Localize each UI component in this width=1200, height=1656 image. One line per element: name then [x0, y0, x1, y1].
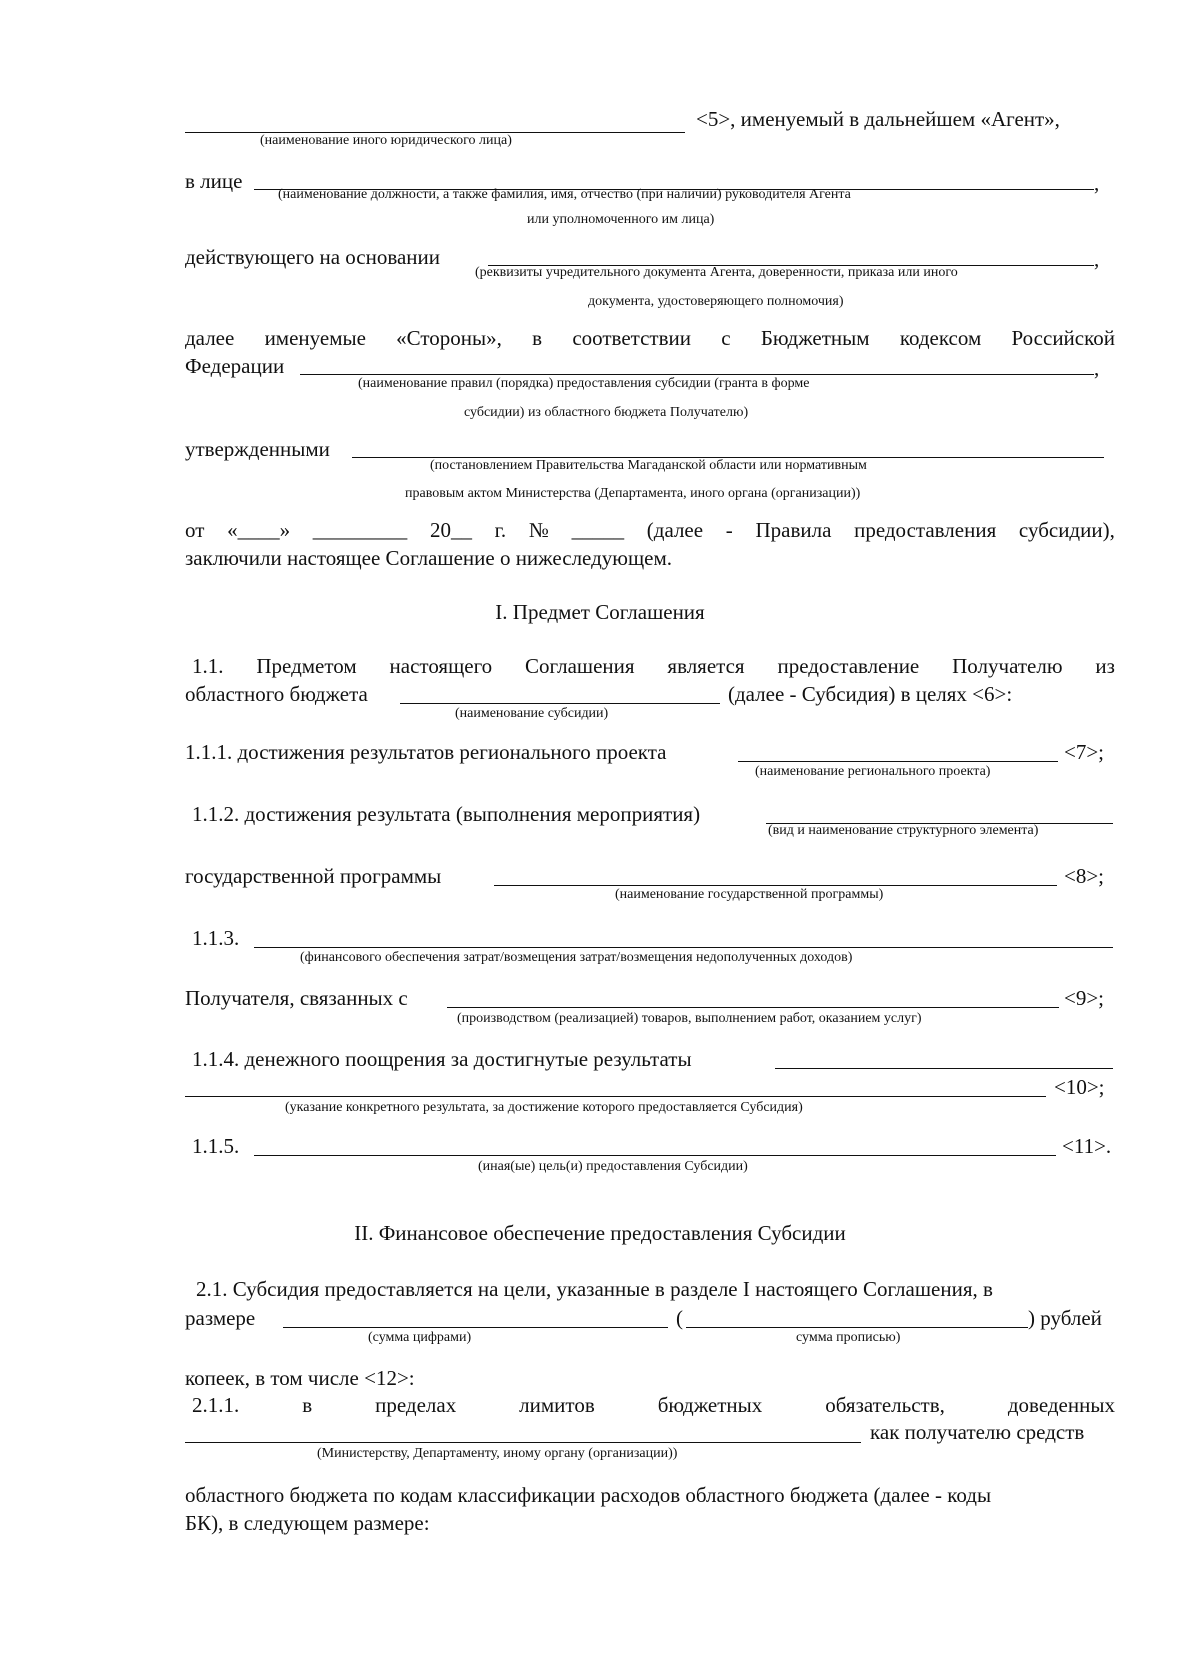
p21-size-label: размере [185, 1306, 256, 1330]
p211-tail: как получателю средств [870, 1420, 1085, 1444]
parties-word: соответствии [572, 326, 691, 350]
concluded-text: заключили настоящее Соглашение о нижеследующем. [185, 546, 672, 570]
parties-word: с [721, 326, 731, 350]
p11-line2-label: областного бюджета [185, 682, 368, 706]
p211-word: в [302, 1393, 313, 1417]
rules-comma: , [1094, 356, 1100, 380]
regional-project-caption: (наименование регионального проекта) [755, 764, 991, 779]
p21-rubles: ) рублей [1028, 1306, 1102, 1330]
date-line-word: _____ [571, 518, 625, 542]
p11-word: настоящего [389, 654, 493, 678]
parties-word: далее [185, 326, 235, 350]
agent-intro-text: <5>, именуемый в дальнейшем «Агент», [696, 107, 1060, 131]
basis-caption-1: (реквизиты учредительного документа Агента, доверенности, приказа или иного [475, 265, 958, 280]
p11-word: предоставление [777, 654, 920, 678]
basis-caption-2: документа, удостоверяющего полномочия) [588, 294, 844, 309]
basis-label: действующего на основании [185, 245, 441, 269]
production-blank[interactable] [447, 1007, 1059, 1008]
reward-blank-2[interactable] [185, 1096, 1046, 1097]
rules-caption-2: субсидии) из областного бюджета Получателю) [464, 405, 749, 420]
amount-digits-blank[interactable] [283, 1327, 668, 1328]
p211-word: обязательств, [825, 1393, 945, 1417]
p11-line [192, 653, 1115, 679]
approved-caption-2: правовым актом Министерства (Департамента, иного органа (организации)) [405, 486, 861, 501]
regional-project-blank[interactable] [738, 761, 1058, 762]
p211-word: 2.1.1. [192, 1393, 240, 1417]
basis-comma: , [1094, 247, 1100, 271]
parties-word: Российской [1011, 326, 1115, 350]
date-line-word: предоставления [854, 518, 997, 542]
p111-tail: <7>; [1064, 740, 1105, 764]
p211-word: пределах [375, 1393, 457, 1417]
p115-label: 1.1.5. [192, 1134, 240, 1158]
p11-word: 1.1. [192, 654, 224, 678]
p211-line [192, 1392, 1115, 1418]
other-goal-caption: (иная(ые) цель(и) предоставления Субсидии) [478, 1159, 748, 1174]
amount-digits-caption: (сумма цифрами) [368, 1330, 472, 1345]
cost-type-caption: (финансового обеспечения затрат/возмещения затрат/возмещения недополученных доходов) [300, 950, 853, 965]
parties-word: именуемые [264, 326, 366, 350]
p21-open-paren: ( [676, 1306, 683, 1330]
date-line-word: _________ [312, 518, 408, 542]
p112-line2-tail: <8>; [1064, 864, 1105, 888]
p113-line2-label: Получателя, связанных с [185, 986, 408, 1010]
p11-word: из [1095, 654, 1115, 678]
parties-word: «Стороны», [396, 326, 502, 350]
ministry-blank[interactable] [185, 1442, 861, 1443]
federation-label: Федерации [185, 354, 285, 378]
p211-line4: БК), в следующем размере: [185, 1511, 430, 1535]
parties-word: кодексом [899, 326, 982, 350]
p211-word: бюджетных [657, 1393, 763, 1417]
date-line-word: - [725, 518, 733, 542]
rules-caption-1: (наименование правил (порядка) предоставления субсидии (гранта в форме [358, 376, 810, 391]
in-person-caption-2: или уполномоченного им лица) [527, 212, 715, 227]
p21-line1: 2.1. Субсидия предоставляется на цели, указанные в разделе I настоящего Соглашения, в [196, 1277, 993, 1301]
p21-kopecks: копеек, в том числе <12>: [185, 1366, 415, 1390]
reward-blank-1[interactable] [775, 1068, 1113, 1069]
date-line-word: субсидии), [1018, 518, 1115, 542]
section1-heading: I. Предмет Соглашения [495, 600, 705, 624]
date-line-word: от [185, 518, 205, 542]
amount-words-caption: сумма прописью) [796, 1330, 901, 1345]
state-program-caption: (наименование государственной программы) [615, 887, 884, 902]
p211-word: лимитов [519, 1393, 595, 1417]
p112-line2-label: государственной программы [185, 864, 442, 888]
date-line-word: Правила [755, 518, 832, 542]
structural-element-caption: (вид и наименование структурного элемента) [768, 823, 1039, 838]
subsidy-name-blank[interactable] [400, 703, 720, 704]
subsidy-name-caption: (наименование субсидии) [455, 706, 609, 721]
p113-label: 1.1.3. [192, 926, 240, 950]
p114-label: 1.1.4. денежного поощрения за достигнутые результаты [192, 1047, 692, 1071]
p11-word: Получателю [952, 654, 1063, 678]
in-person-comma: , [1094, 171, 1100, 195]
reward-caption: (указание конкретного результата, за достижение которого предоставляется Субсидия) [285, 1100, 803, 1115]
p11-word: является [667, 654, 745, 678]
agent-name-caption: (наименование иного юридического лица) [260, 133, 512, 148]
in-person-label: в лице [185, 169, 243, 193]
production-caption: (производством (реализацией) товаров, выполнением работ, оказанием услуг) [457, 1011, 922, 1026]
parties-line [185, 325, 1115, 351]
date-line-word: (далее [646, 518, 704, 542]
p11-line2-tail: (далее - Субсидия) в целях <6>: [728, 682, 1013, 706]
p115-tail: <11>. [1062, 1134, 1112, 1158]
date-line [185, 517, 1115, 543]
p114-tail: <10>; [1054, 1075, 1105, 1099]
parties-word: Бюджетным [760, 326, 870, 350]
in-person-caption-1: (наименование должности, а также фамилия, имя, отчество (при наличии) руководителя Агента [278, 187, 851, 202]
date-line-word: «____» [227, 518, 291, 542]
p211-word: доведенных [1007, 1393, 1115, 1417]
p112-label: 1.1.2. достижения результата (выполнения мероприятия) [192, 802, 701, 826]
cost-type-blank[interactable] [254, 947, 1113, 948]
p111-label: 1.1.1. достижения результатов регионального проекта [185, 740, 667, 764]
date-line-word: г. [494, 518, 507, 542]
approved-label: утвержденными [185, 437, 330, 461]
other-goal-blank[interactable] [254, 1155, 1056, 1156]
date-line-word: 20__ [429, 518, 472, 542]
p11-word: Соглашения [525, 654, 635, 678]
amount-words-blank[interactable] [686, 1327, 1028, 1328]
p113-line2-tail: <9>; [1064, 986, 1105, 1010]
section2-heading: II. Финансовое обеспечение предоставления Субсидии [354, 1221, 846, 1245]
p11-word: Предметом [256, 654, 357, 678]
parties-word: в [532, 326, 543, 350]
date-line-word: № [528, 518, 549, 542]
p211-line3: областного бюджета по кодам классификации расходов областного бюджета (далее - коды [185, 1483, 992, 1507]
ministry-caption: (Министерству, Департаменту, иному органу (организации)) [317, 1446, 678, 1461]
approved-caption-1: (постановлением Правительства Магаданской области или нормативным [430, 458, 867, 473]
